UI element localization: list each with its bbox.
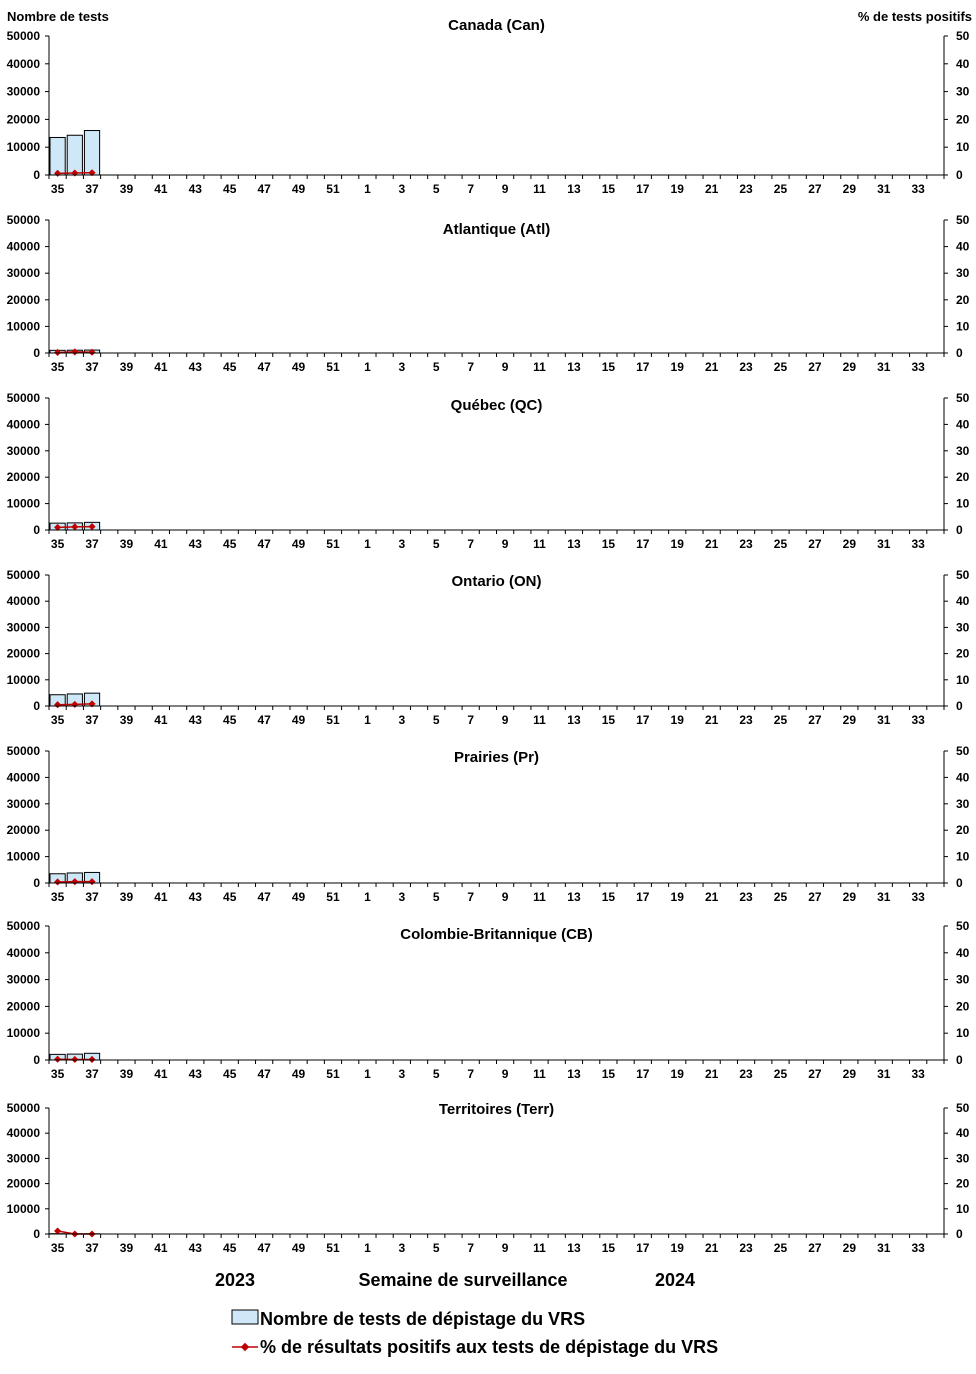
x-tick-label: 49 bbox=[291, 713, 306, 727]
x-tick-label: 47 bbox=[257, 537, 271, 551]
x-tick-label: 45 bbox=[223, 1241, 237, 1255]
y-tick-label: 30000 bbox=[6, 443, 40, 458]
x-tick-label: 25 bbox=[773, 182, 788, 196]
y-tick-label: 10000 bbox=[6, 496, 40, 511]
x-tick-label: 27 bbox=[808, 1241, 822, 1255]
y-tick-label: 10000 bbox=[6, 849, 40, 864]
x-tick-label: 15 bbox=[601, 890, 616, 904]
x-tick-label: 23 bbox=[739, 1241, 753, 1255]
x-tick-label: 3 bbox=[398, 537, 406, 551]
y-tick-label: 30000 bbox=[6, 266, 40, 281]
legend-line-label: % de résultats positifs aux tests de dépistage du VRS bbox=[260, 1337, 719, 1357]
y2-tick-label: 30 bbox=[956, 443, 970, 458]
x-tick-label: 3 bbox=[398, 1241, 406, 1255]
x-tick-label: 45 bbox=[223, 182, 237, 196]
panel-7 bbox=[7, 1101, 970, 1255]
x-tick-label: 17 bbox=[636, 360, 650, 374]
x-tick-label: 41 bbox=[154, 182, 168, 196]
x-tick-label: 31 bbox=[877, 890, 891, 904]
y-tick-label: 0 bbox=[33, 876, 40, 890]
x-tick-label: 33 bbox=[911, 890, 925, 904]
x-tick-label: 39 bbox=[119, 537, 134, 551]
x-tick-label: 5 bbox=[432, 360, 440, 374]
y-tick-label: 30000 bbox=[6, 84, 40, 99]
y2-tick-label: 20 bbox=[956, 999, 970, 1014]
x-tick-label: 23 bbox=[739, 1067, 753, 1081]
year-left: 2023 bbox=[214, 1270, 256, 1290]
x-tick-label: 33 bbox=[911, 360, 925, 374]
x-tick-label: 25 bbox=[773, 1067, 788, 1081]
x-tick-label: 27 bbox=[808, 537, 822, 551]
x-tick-label: 45 bbox=[223, 1067, 237, 1081]
y2-tick-label: 40 bbox=[956, 1126, 970, 1141]
y2-tick-label: 40 bbox=[956, 770, 970, 785]
y-tick-label: 20000 bbox=[6, 1176, 40, 1191]
x-tick-label: 19 bbox=[670, 1241, 684, 1255]
x-tick-label: 13 bbox=[567, 713, 581, 727]
x-tick-label: 27 bbox=[808, 360, 822, 374]
y2-tick-label: 0 bbox=[956, 876, 963, 890]
x-tick-label: 41 bbox=[154, 890, 168, 904]
y-tick-label: 30000 bbox=[6, 972, 40, 987]
panel-title: Ontario (ON) bbox=[451, 573, 542, 590]
x-tick-label: 11 bbox=[533, 890, 546, 904]
x-tick-label: 49 bbox=[291, 360, 306, 374]
x-tick-label: 7 bbox=[467, 537, 475, 551]
x-tick-label: 37 bbox=[85, 1067, 99, 1081]
y2-tick-label: 50 bbox=[956, 919, 970, 933]
x-tick-label: 43 bbox=[188, 1241, 202, 1255]
legend-bar-swatch bbox=[232, 1310, 258, 1324]
x-tick-label: 43 bbox=[188, 360, 202, 374]
x-tick-label: 37 bbox=[85, 537, 99, 551]
bar-week-36 bbox=[67, 135, 82, 175]
y-tick-label: 40000 bbox=[6, 239, 40, 254]
y2-tick-label: 40 bbox=[956, 417, 970, 432]
x-tick-label: 31 bbox=[877, 360, 891, 374]
x-tick-label: 17 bbox=[636, 182, 650, 196]
x-tick-label: 3 bbox=[398, 713, 406, 727]
x-tick-label: 41 bbox=[154, 537, 168, 551]
x-tick-label: 51 bbox=[326, 537, 340, 551]
x-tick-label: 51 bbox=[326, 360, 340, 374]
x-tick-label: 33 bbox=[911, 713, 925, 727]
y2-tick-label: 40 bbox=[956, 239, 970, 254]
x-tick-label: 41 bbox=[154, 713, 168, 727]
x-tick-label: 45 bbox=[223, 890, 237, 904]
x-tick-label: 43 bbox=[188, 1067, 202, 1081]
x-tick-label: 23 bbox=[739, 182, 753, 196]
x-tick-label: 15 bbox=[601, 1067, 616, 1081]
x-tick-label: 29 bbox=[842, 360, 857, 374]
x-tick-label: 13 bbox=[567, 1241, 581, 1255]
y2-tick-label: 20 bbox=[956, 823, 970, 838]
x-tick-label: 3 bbox=[398, 890, 406, 904]
panel-title: Colombie-Britannique (CB) bbox=[400, 926, 593, 943]
y2-tick-label: 20 bbox=[956, 1176, 970, 1191]
y-tick-label: 50000 bbox=[6, 213, 40, 227]
y2-tick-label: 0 bbox=[956, 699, 963, 713]
legend-bars-label: Nombre de tests de dépistage du VRS bbox=[260, 1309, 586, 1329]
x-tick-label: 9 bbox=[501, 890, 509, 904]
x-tick-label: 45 bbox=[223, 537, 237, 551]
y2-tick-label: 50 bbox=[956, 1101, 970, 1115]
legend-line-marker bbox=[241, 1343, 249, 1351]
x-tick-label: 31 bbox=[877, 713, 891, 727]
x-tick-label: 49 bbox=[291, 182, 306, 196]
y-tick-label: 40000 bbox=[6, 1126, 40, 1141]
y2-tick-label: 50 bbox=[956, 568, 970, 582]
x-tick-label: 29 bbox=[842, 1067, 857, 1081]
y2-tick-label: 0 bbox=[956, 1227, 963, 1241]
x-tick-label: 51 bbox=[326, 182, 340, 196]
x-tick-label: 29 bbox=[842, 890, 857, 904]
y-tick-label: 30000 bbox=[6, 796, 40, 811]
y2-tick-label: 20 bbox=[956, 470, 970, 485]
y-tick-label: 40000 bbox=[6, 594, 40, 609]
x-tick-label: 21 bbox=[704, 537, 719, 551]
x-tick-label: 17 bbox=[636, 890, 650, 904]
x-tick-label: 39 bbox=[119, 182, 134, 196]
x-tick-label: 13 bbox=[567, 890, 581, 904]
x-tick-label: 3 bbox=[398, 360, 406, 374]
y-tick-label: 0 bbox=[33, 1053, 40, 1067]
x-tick-label: 29 bbox=[842, 537, 857, 551]
x-tick-label: 23 bbox=[739, 360, 753, 374]
x-tick-label: 39 bbox=[119, 360, 134, 374]
x-tick-label: 29 bbox=[842, 182, 857, 196]
x-tick-label: 11 bbox=[533, 713, 546, 727]
x-tick-label: 43 bbox=[188, 890, 202, 904]
y2-tick-label: 0 bbox=[956, 168, 963, 182]
x-tick-label: 7 bbox=[467, 360, 475, 374]
x-tick-label: 9 bbox=[501, 360, 509, 374]
x-tick-label: 39 bbox=[119, 1067, 134, 1081]
x-tick-label: 23 bbox=[739, 890, 753, 904]
y2-tick-label: 0 bbox=[956, 1053, 963, 1067]
x-tick-label: 33 bbox=[911, 1241, 925, 1255]
x-tick-label: 49 bbox=[291, 1241, 306, 1255]
x-tick-label: 21 bbox=[704, 360, 719, 374]
y2-tick-label: 10 bbox=[956, 849, 970, 864]
y-tick-label: 20000 bbox=[6, 999, 40, 1014]
right-axis-label: % de tests positifs bbox=[857, 9, 972, 24]
y-tick-label: 0 bbox=[33, 1227, 40, 1241]
panel-5 bbox=[7, 744, 970, 904]
y2-tick-label: 50 bbox=[956, 744, 970, 758]
x-tick-label: 7 bbox=[467, 713, 475, 727]
x-tick-label: 7 bbox=[467, 890, 475, 904]
panel-2 bbox=[7, 213, 970, 374]
x-tick-label: 41 bbox=[154, 1241, 168, 1255]
x-tick-label: 33 bbox=[911, 537, 925, 551]
x-tick-label: 27 bbox=[808, 713, 822, 727]
y2-tick-label: 30 bbox=[956, 620, 970, 635]
x-axis-title: Semaine de surveillance bbox=[358, 1270, 568, 1290]
x-tick-label: 47 bbox=[257, 890, 271, 904]
y-tick-label: 50000 bbox=[6, 391, 40, 405]
x-tick-label: 5 bbox=[432, 182, 440, 196]
x-tick-label: 47 bbox=[257, 713, 271, 727]
x-tick-label: 7 bbox=[467, 182, 475, 196]
x-tick-label: 17 bbox=[636, 1241, 650, 1255]
y-tick-label: 30000 bbox=[6, 1151, 40, 1166]
x-tick-label: 27 bbox=[808, 182, 822, 196]
x-tick-label: 25 bbox=[773, 713, 788, 727]
x-tick-label: 49 bbox=[291, 890, 306, 904]
y2-tick-label: 30 bbox=[956, 972, 970, 987]
x-tick-label: 43 bbox=[188, 537, 202, 551]
x-tick-label: 25 bbox=[773, 1241, 788, 1255]
x-tick-label: 35 bbox=[50, 713, 65, 727]
x-tick-label: 5 bbox=[432, 1067, 440, 1081]
x-tick-label: 3 bbox=[398, 182, 406, 196]
x-tick-label: 1 bbox=[364, 360, 371, 374]
x-tick-label: 37 bbox=[85, 1241, 99, 1255]
x-tick-label: 37 bbox=[85, 360, 99, 374]
y2-tick-label: 0 bbox=[956, 346, 963, 360]
x-tick-label: 37 bbox=[85, 713, 99, 727]
x-tick-label: 19 bbox=[670, 1067, 684, 1081]
panel-title: Prairies (Pr) bbox=[453, 749, 540, 766]
x-tick-label: 19 bbox=[670, 537, 684, 551]
x-tick-label: 45 bbox=[223, 360, 237, 374]
x-tick-label: 11 bbox=[533, 1241, 546, 1255]
x-tick-label: 19 bbox=[670, 182, 684, 196]
x-tick-label: 5 bbox=[432, 537, 440, 551]
x-tick-label: 35 bbox=[50, 360, 65, 374]
x-tick-label: 23 bbox=[739, 713, 753, 727]
bar-week-35 bbox=[50, 137, 65, 175]
y2-tick-label: 10 bbox=[956, 1026, 970, 1041]
x-tick-label: 51 bbox=[326, 1241, 340, 1255]
y2-tick-label: 40 bbox=[956, 594, 970, 609]
y2-tick-label: 20 bbox=[956, 112, 970, 127]
y2-tick-label: 50 bbox=[956, 391, 970, 405]
x-tick-label: 35 bbox=[50, 1241, 65, 1255]
x-tick-label: 47 bbox=[257, 360, 271, 374]
x-tick-label: 29 bbox=[842, 1241, 857, 1255]
x-tick-label: 31 bbox=[877, 537, 891, 551]
x-tick-label: 31 bbox=[877, 182, 891, 196]
y2-tick-label: 20 bbox=[956, 646, 970, 661]
x-tick-label: 39 bbox=[119, 1241, 134, 1255]
y-tick-label: 0 bbox=[33, 699, 40, 713]
x-tick-label: 25 bbox=[773, 537, 788, 551]
panel-6 bbox=[7, 919, 970, 1081]
x-tick-label: 35 bbox=[50, 1067, 65, 1081]
x-tick-label: 49 bbox=[291, 537, 306, 551]
x-tick-label: 5 bbox=[432, 1241, 440, 1255]
x-tick-label: 21 bbox=[704, 713, 719, 727]
x-tick-label: 21 bbox=[704, 1241, 719, 1255]
panel-title: Territoires (Terr) bbox=[438, 1101, 555, 1118]
x-tick-label: 37 bbox=[85, 890, 99, 904]
x-tick-label: 13 bbox=[567, 360, 581, 374]
x-tick-label: 37 bbox=[85, 182, 99, 196]
x-tick-label: 15 bbox=[601, 360, 616, 374]
panel-1 bbox=[7, 17, 970, 196]
x-tick-label: 41 bbox=[154, 360, 168, 374]
y-tick-label: 20000 bbox=[6, 470, 40, 485]
x-tick-label: 19 bbox=[670, 713, 684, 727]
x-tick-label: 17 bbox=[636, 713, 650, 727]
y-tick-label: 40000 bbox=[6, 945, 40, 960]
x-tick-label: 9 bbox=[501, 1241, 509, 1255]
y-tick-label: 30000 bbox=[6, 620, 40, 635]
x-tick-label: 27 bbox=[808, 1067, 822, 1081]
x-tick-label: 17 bbox=[636, 537, 650, 551]
x-tick-label: 47 bbox=[257, 182, 271, 196]
pct-point-week-36 bbox=[71, 348, 78, 355]
x-tick-label: 7 bbox=[467, 1067, 475, 1081]
x-tick-label: 25 bbox=[773, 890, 788, 904]
legend bbox=[232, 1309, 718, 1357]
left-axis-label: Nombre de tests bbox=[7, 9, 109, 24]
x-tick-label: 35 bbox=[50, 182, 65, 196]
year-right: 2024 bbox=[654, 1270, 696, 1290]
y2-tick-label: 50 bbox=[956, 213, 970, 227]
x-tick-label: 23 bbox=[739, 537, 753, 551]
x-tick-label: 51 bbox=[326, 713, 340, 727]
y2-tick-label: 40 bbox=[956, 56, 970, 71]
x-tick-label: 15 bbox=[601, 713, 616, 727]
x-tick-label: 7 bbox=[467, 1241, 475, 1255]
y-tick-label: 10000 bbox=[6, 140, 40, 155]
x-tick-label: 21 bbox=[704, 890, 719, 904]
x-tick-label: 11 bbox=[533, 182, 546, 196]
x-tick-label: 9 bbox=[501, 182, 509, 196]
y-tick-label: 20000 bbox=[6, 823, 40, 838]
x-tick-label: 35 bbox=[50, 890, 65, 904]
y-tick-label: 50000 bbox=[6, 744, 40, 758]
x-tick-label: 5 bbox=[432, 890, 440, 904]
x-tick-label: 1 bbox=[364, 1067, 371, 1081]
y2-tick-label: 10 bbox=[956, 672, 970, 687]
x-tick-label: 13 bbox=[567, 182, 581, 196]
y-tick-label: 40000 bbox=[6, 56, 40, 71]
x-tick-label: 35 bbox=[50, 537, 65, 551]
x-tick-label: 39 bbox=[119, 890, 134, 904]
panel-title: Québec (QC) bbox=[450, 397, 543, 414]
x-tick-label: 49 bbox=[291, 1067, 306, 1081]
y-tick-label: 20000 bbox=[6, 112, 40, 127]
x-tick-label: 25 bbox=[773, 360, 788, 374]
x-tick-label: 1 bbox=[364, 1241, 371, 1255]
y2-tick-label: 30 bbox=[956, 1151, 970, 1166]
x-tick-label: 15 bbox=[601, 182, 616, 196]
y-tick-label: 40000 bbox=[6, 770, 40, 785]
y2-tick-label: 30 bbox=[956, 266, 970, 281]
y-tick-label: 0 bbox=[33, 523, 40, 537]
x-tick-label: 13 bbox=[567, 537, 581, 551]
panel-4 bbox=[7, 568, 970, 727]
y2-tick-label: 0 bbox=[956, 523, 963, 537]
y-tick-label: 0 bbox=[33, 346, 40, 360]
bar-week-37 bbox=[84, 131, 99, 175]
y2-tick-label: 50 bbox=[956, 29, 970, 43]
x-tick-label: 15 bbox=[601, 537, 616, 551]
x-tick-label: 1 bbox=[364, 182, 371, 196]
y-tick-label: 0 bbox=[33, 168, 40, 182]
x-tick-label: 11 bbox=[533, 1067, 546, 1081]
y-tick-label: 50000 bbox=[6, 1101, 40, 1115]
x-tick-label: 1 bbox=[364, 713, 371, 727]
y2-tick-label: 40 bbox=[956, 945, 970, 960]
x-tick-label: 11 bbox=[533, 360, 546, 374]
x-tick-label: 1 bbox=[364, 890, 371, 904]
x-tick-label: 45 bbox=[223, 713, 237, 727]
x-tick-label: 1 bbox=[364, 537, 371, 551]
x-tick-label: 47 bbox=[257, 1067, 271, 1081]
y-tick-label: 50000 bbox=[6, 568, 40, 582]
y-tick-label: 50000 bbox=[6, 919, 40, 933]
panel-3 bbox=[7, 391, 970, 551]
y2-tick-label: 10 bbox=[956, 140, 970, 155]
x-tick-label: 19 bbox=[670, 890, 684, 904]
y-tick-label: 10000 bbox=[6, 1201, 40, 1216]
x-tick-label: 27 bbox=[808, 890, 822, 904]
x-tick-label: 33 bbox=[911, 1067, 925, 1081]
x-tick-label: 9 bbox=[501, 1067, 509, 1081]
x-tick-label: 33 bbox=[911, 182, 925, 196]
x-tick-label: 47 bbox=[257, 1241, 271, 1255]
y2-tick-label: 10 bbox=[956, 496, 970, 511]
y-tick-label: 10000 bbox=[6, 672, 40, 687]
x-tick-label: 31 bbox=[877, 1241, 891, 1255]
x-tick-label: 31 bbox=[877, 1067, 891, 1081]
x-tick-label: 17 bbox=[636, 1067, 650, 1081]
x-tick-label: 11 bbox=[533, 537, 546, 551]
x-tick-label: 21 bbox=[704, 1067, 719, 1081]
x-tick-label: 29 bbox=[842, 713, 857, 727]
y2-tick-label: 10 bbox=[956, 319, 970, 334]
panels bbox=[7, 17, 970, 1255]
panel-title: Canada (Can) bbox=[448, 17, 545, 34]
y2-tick-label: 20 bbox=[956, 292, 970, 307]
x-tick-label: 13 bbox=[567, 1067, 581, 1081]
x-tick-label: 19 bbox=[670, 360, 684, 374]
x-tick-label: 41 bbox=[154, 1067, 168, 1081]
x-tick-label: 39 bbox=[119, 713, 134, 727]
x-tick-label: 51 bbox=[326, 1067, 340, 1081]
x-tick-label: 9 bbox=[501, 713, 509, 727]
x-tick-label: 15 bbox=[601, 1241, 616, 1255]
y-tick-label: 50000 bbox=[6, 29, 40, 43]
x-tick-label: 9 bbox=[501, 537, 509, 551]
x-tick-label: 3 bbox=[398, 1067, 406, 1081]
x-tick-label: 5 bbox=[432, 713, 440, 727]
y-tick-label: 40000 bbox=[6, 417, 40, 432]
y2-tick-label: 10 bbox=[956, 1201, 970, 1216]
y2-tick-label: 30 bbox=[956, 796, 970, 811]
x-tick-label: 21 bbox=[704, 182, 719, 196]
x-tick-label: 51 bbox=[326, 890, 340, 904]
x-tick-label: 43 bbox=[188, 713, 202, 727]
y-tick-label: 20000 bbox=[6, 292, 40, 307]
y2-tick-label: 30 bbox=[956, 84, 970, 99]
x-tick-label: 43 bbox=[188, 182, 202, 196]
y-tick-label: 10000 bbox=[6, 1026, 40, 1041]
panel-title: Atlantique (Atl) bbox=[442, 221, 551, 238]
y-tick-label: 10000 bbox=[6, 319, 40, 334]
y-tick-label: 20000 bbox=[6, 646, 40, 661]
